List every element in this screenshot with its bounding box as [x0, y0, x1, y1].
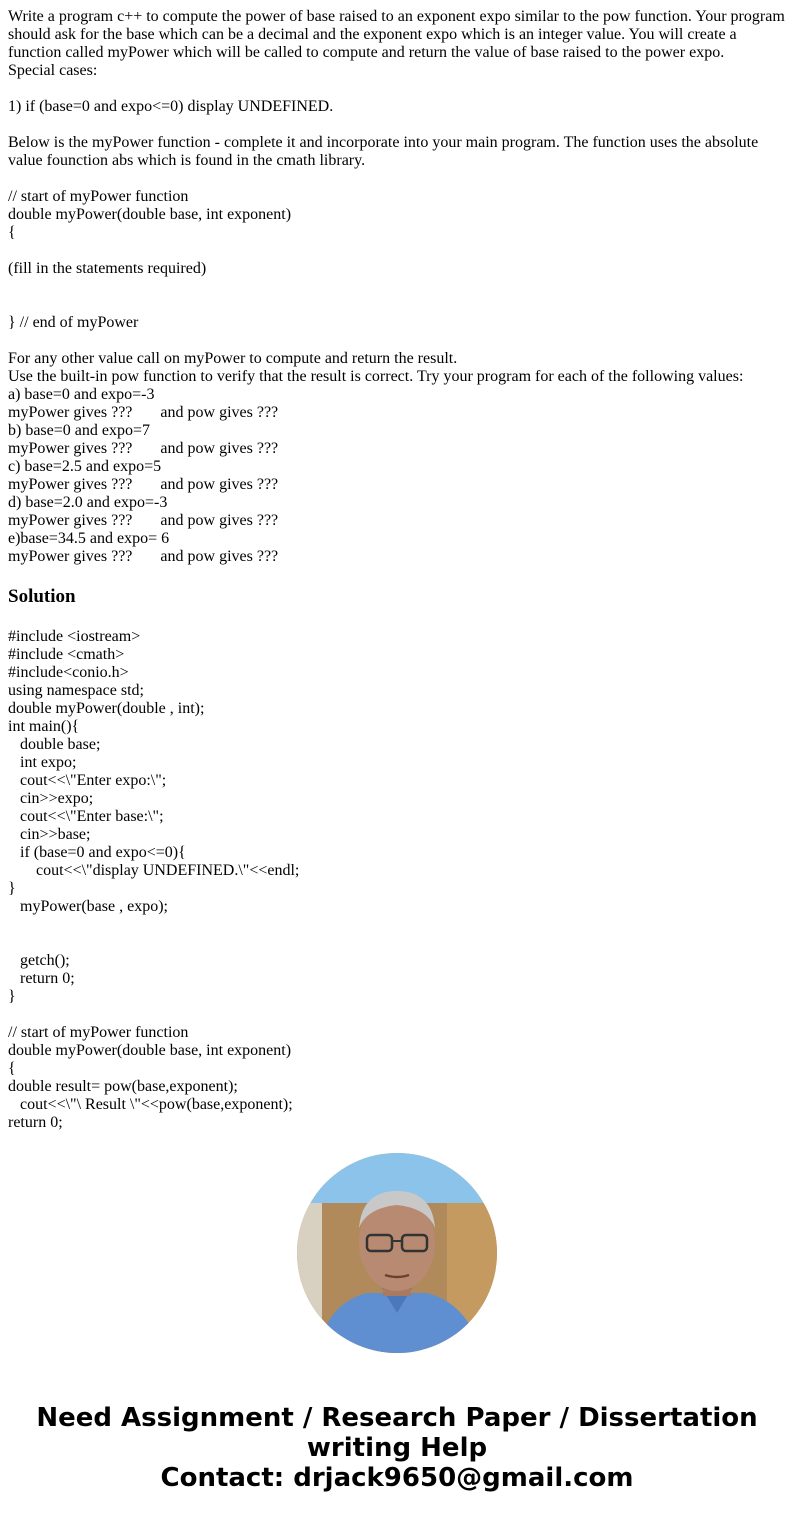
- author-photo: [297, 1153, 497, 1353]
- footer-contact: Contact: drjack9650@gmail.com: [160, 1463, 634, 1493]
- special-case: 1) if (base=0 and expo<=0) display UNDEFINED.: [8, 98, 334, 115]
- function-description: Below is the myPower function - complete it and incorporate into your main program. The function uses the absolute value founction abs which is found in the cmath library.: [8, 134, 763, 169]
- test-instructions: For any other value call on myPower to compute and return the result. Use the built-in pow function to verify that the result is correct. Try your program for each of the following values: a) base=0 and expo=-3 myPower gives ??? and pow gives ??? b) base=0 and expo=7 myPower gives ??? and pow gives ??? c) base=2.5 and expo=5 myPower gives ??? and pow gives ??? d) base=2.0 and expo=-3 myPower gives ??? and pow gives ??? e)base=34.5 and expo= 6 myPower gives ??? and pow gives ???: [8, 350, 744, 565]
- document-body: [8, 8, 788, 1132]
- solution-heading: Solution: [8, 586, 76, 607]
- footer-help-text: Need Assignment / Research Paper / Dissertation writing Help: [36, 1403, 758, 1463]
- footer-banner: [0, 1403, 794, 1493]
- solution-code-main: #include <iostream> #include <cmath> #include<conio.h> using namespace std; double myPower(double , int); int main(){ double base; int expo; cout<<\"Enter expo:\"; cin>>expo; cout<<\"Enter base:\"; cin>>base; if (base=0 and expo<=0){ cout<<\"display UNDEFINED.\"<<endl; } myPower(base , expo); getch(); return 0; }: [8, 628, 300, 1005]
- solution-code-function: // start of myPower function double myPower(double base, int exponent) { double result= pow(base,exponent); cout<<\"\ Result \"<<pow(base,exponent); return 0;: [8, 1024, 293, 1131]
- question-intro: Write a program c++ to compute the power of base raised to an exponent expo similar to the pow function. Your program should ask for the base which can be a decimal and the exponent expo which is an integer value. You will create a function called myPower which will be called to compute and return the value of base raised to the power expo. Special cases:: [8, 8, 785, 79]
- function-template: // start of myPower function double myPower(double base, int exponent) { (fill in the statements required) } // end of myPower: [8, 188, 292, 331]
